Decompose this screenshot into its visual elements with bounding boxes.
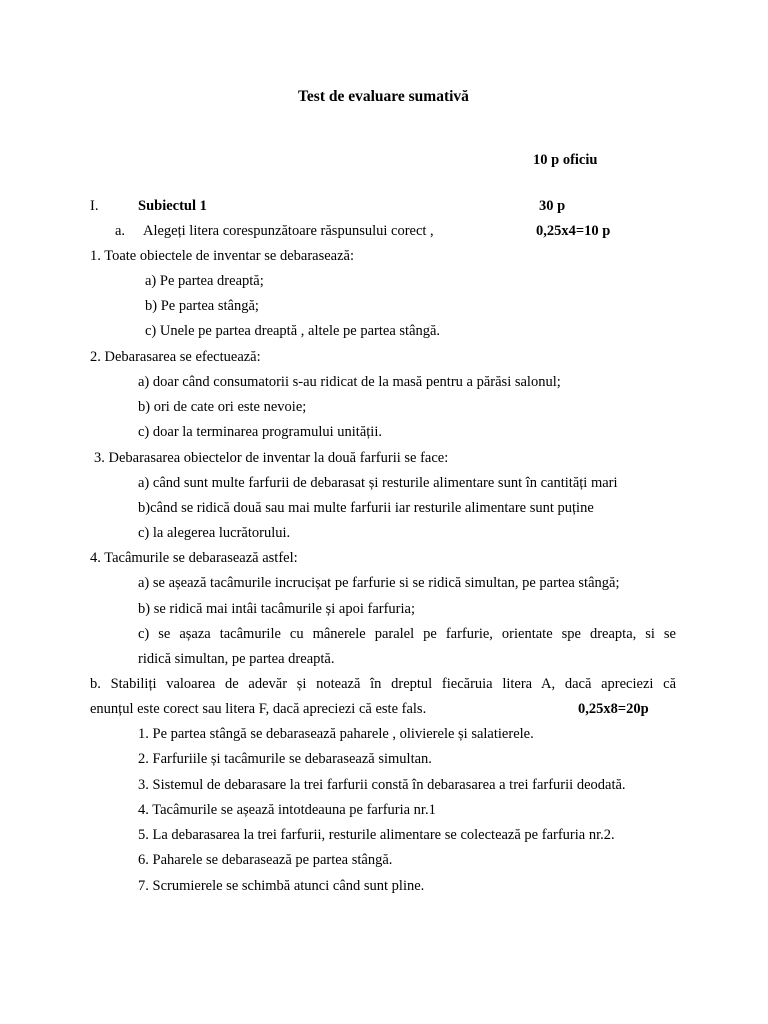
question-2-option-a: a) doar când consumatorii s-au ridicat de la masă pentru a părăsi salonul; [138,374,561,390]
part-a-letter: a. [115,223,126,239]
section-number: I. [90,198,99,214]
question-3-option-c: c) la alegerea lucrătorului. [138,525,291,541]
part-b-points: 0,25x8=20p [578,701,649,717]
statement-7: 7. Scrumierele se schimbă atunci când sunt pline. [138,878,425,894]
statement-4: 4. Tacâmurile se așează intotdeauna pe farfuria nr.1 [138,802,436,818]
part-b-instruction: b. Stabiliți valoarea de adevăr și notează în dreptul fiecăruia litera A, dacă apreciezi că [90,676,676,692]
question-3-stem: 3. Debarasarea obiectelor de inventar la două farfurii se face: [94,450,449,466]
statement-6: 6. Paharele se debarasează pe partea stângă. [138,852,393,868]
question-4-option-b: b) se ridică mai intâi tacâmurile și apoi farfuria; [138,601,415,617]
part-a-instruction: Alegeți litera corespunzătoare răspunsului corect , [143,223,434,239]
question-4-option-c-cont: ridică simultan, pe partea dreaptă. [138,651,335,667]
question-1-stem: 1. Toate obiectele de inventar se debarasează: [90,248,355,264]
question-2-stem: 2. Debarasarea se efectuează: [90,349,261,365]
question-2-option-c: c) doar la terminarea programului unității. [138,424,382,440]
question-3-option-b: b)când se ridică două sau mai multe farfurii iar resturile alimentare sunt puține [138,500,594,516]
part-b-instruction-cont: enunțul este corect sau litera F, dacă apreciezi că este fals. [90,701,427,717]
question-1-option-b: b) Pe partea stângă; [145,298,259,314]
statement-3: 3. Sistemul de debarasare la trei farfurii constă în debarasarea a trei farfurii deodată. [138,777,626,793]
question-4-option-c: c) se așaza tacâmurile cu mânerele paralel pe farfurie, orientate spe dreapta, si se [138,626,676,642]
section-title: Subiectul 1 [138,198,207,214]
question-1-option-a: a) Pe partea dreaptă; [145,273,264,289]
page-title: Test de evaluare sumativă [298,88,469,105]
part-a-points: 0,25x4=10 p [536,223,611,239]
question-1-option-c: c) Unele pe partea dreaptă , altele pe partea stângă. [145,323,441,339]
statement-2: 2. Farfuriile și tacâmurile se debarasează simultan. [138,751,432,767]
oficiu-points: 10 p oficiu [533,152,598,168]
section-points: 30 p [539,198,566,214]
question-3-option-a: a) când sunt multe farfurii de debarasat și resturile alimentare sunt în cantități mari [138,475,618,491]
question-4-stem: 4. Tacâmurile se debarasează astfel: [90,550,298,566]
statement-5: 5. La debarasarea la trei farfurii, resturile alimentare se colectează pe farfuria nr.2. [138,827,615,843]
statement-1: 1. Pe partea stângă se debarasează paharele , olivierele și salatierele. [138,726,534,742]
question-4-option-a: a) se așează tacâmurile incrucișat pe farfurie si se ridică simultan, pe partea stângă; [138,575,620,591]
question-2-option-b: b) ori de cate ori este nevoie; [138,399,307,415]
